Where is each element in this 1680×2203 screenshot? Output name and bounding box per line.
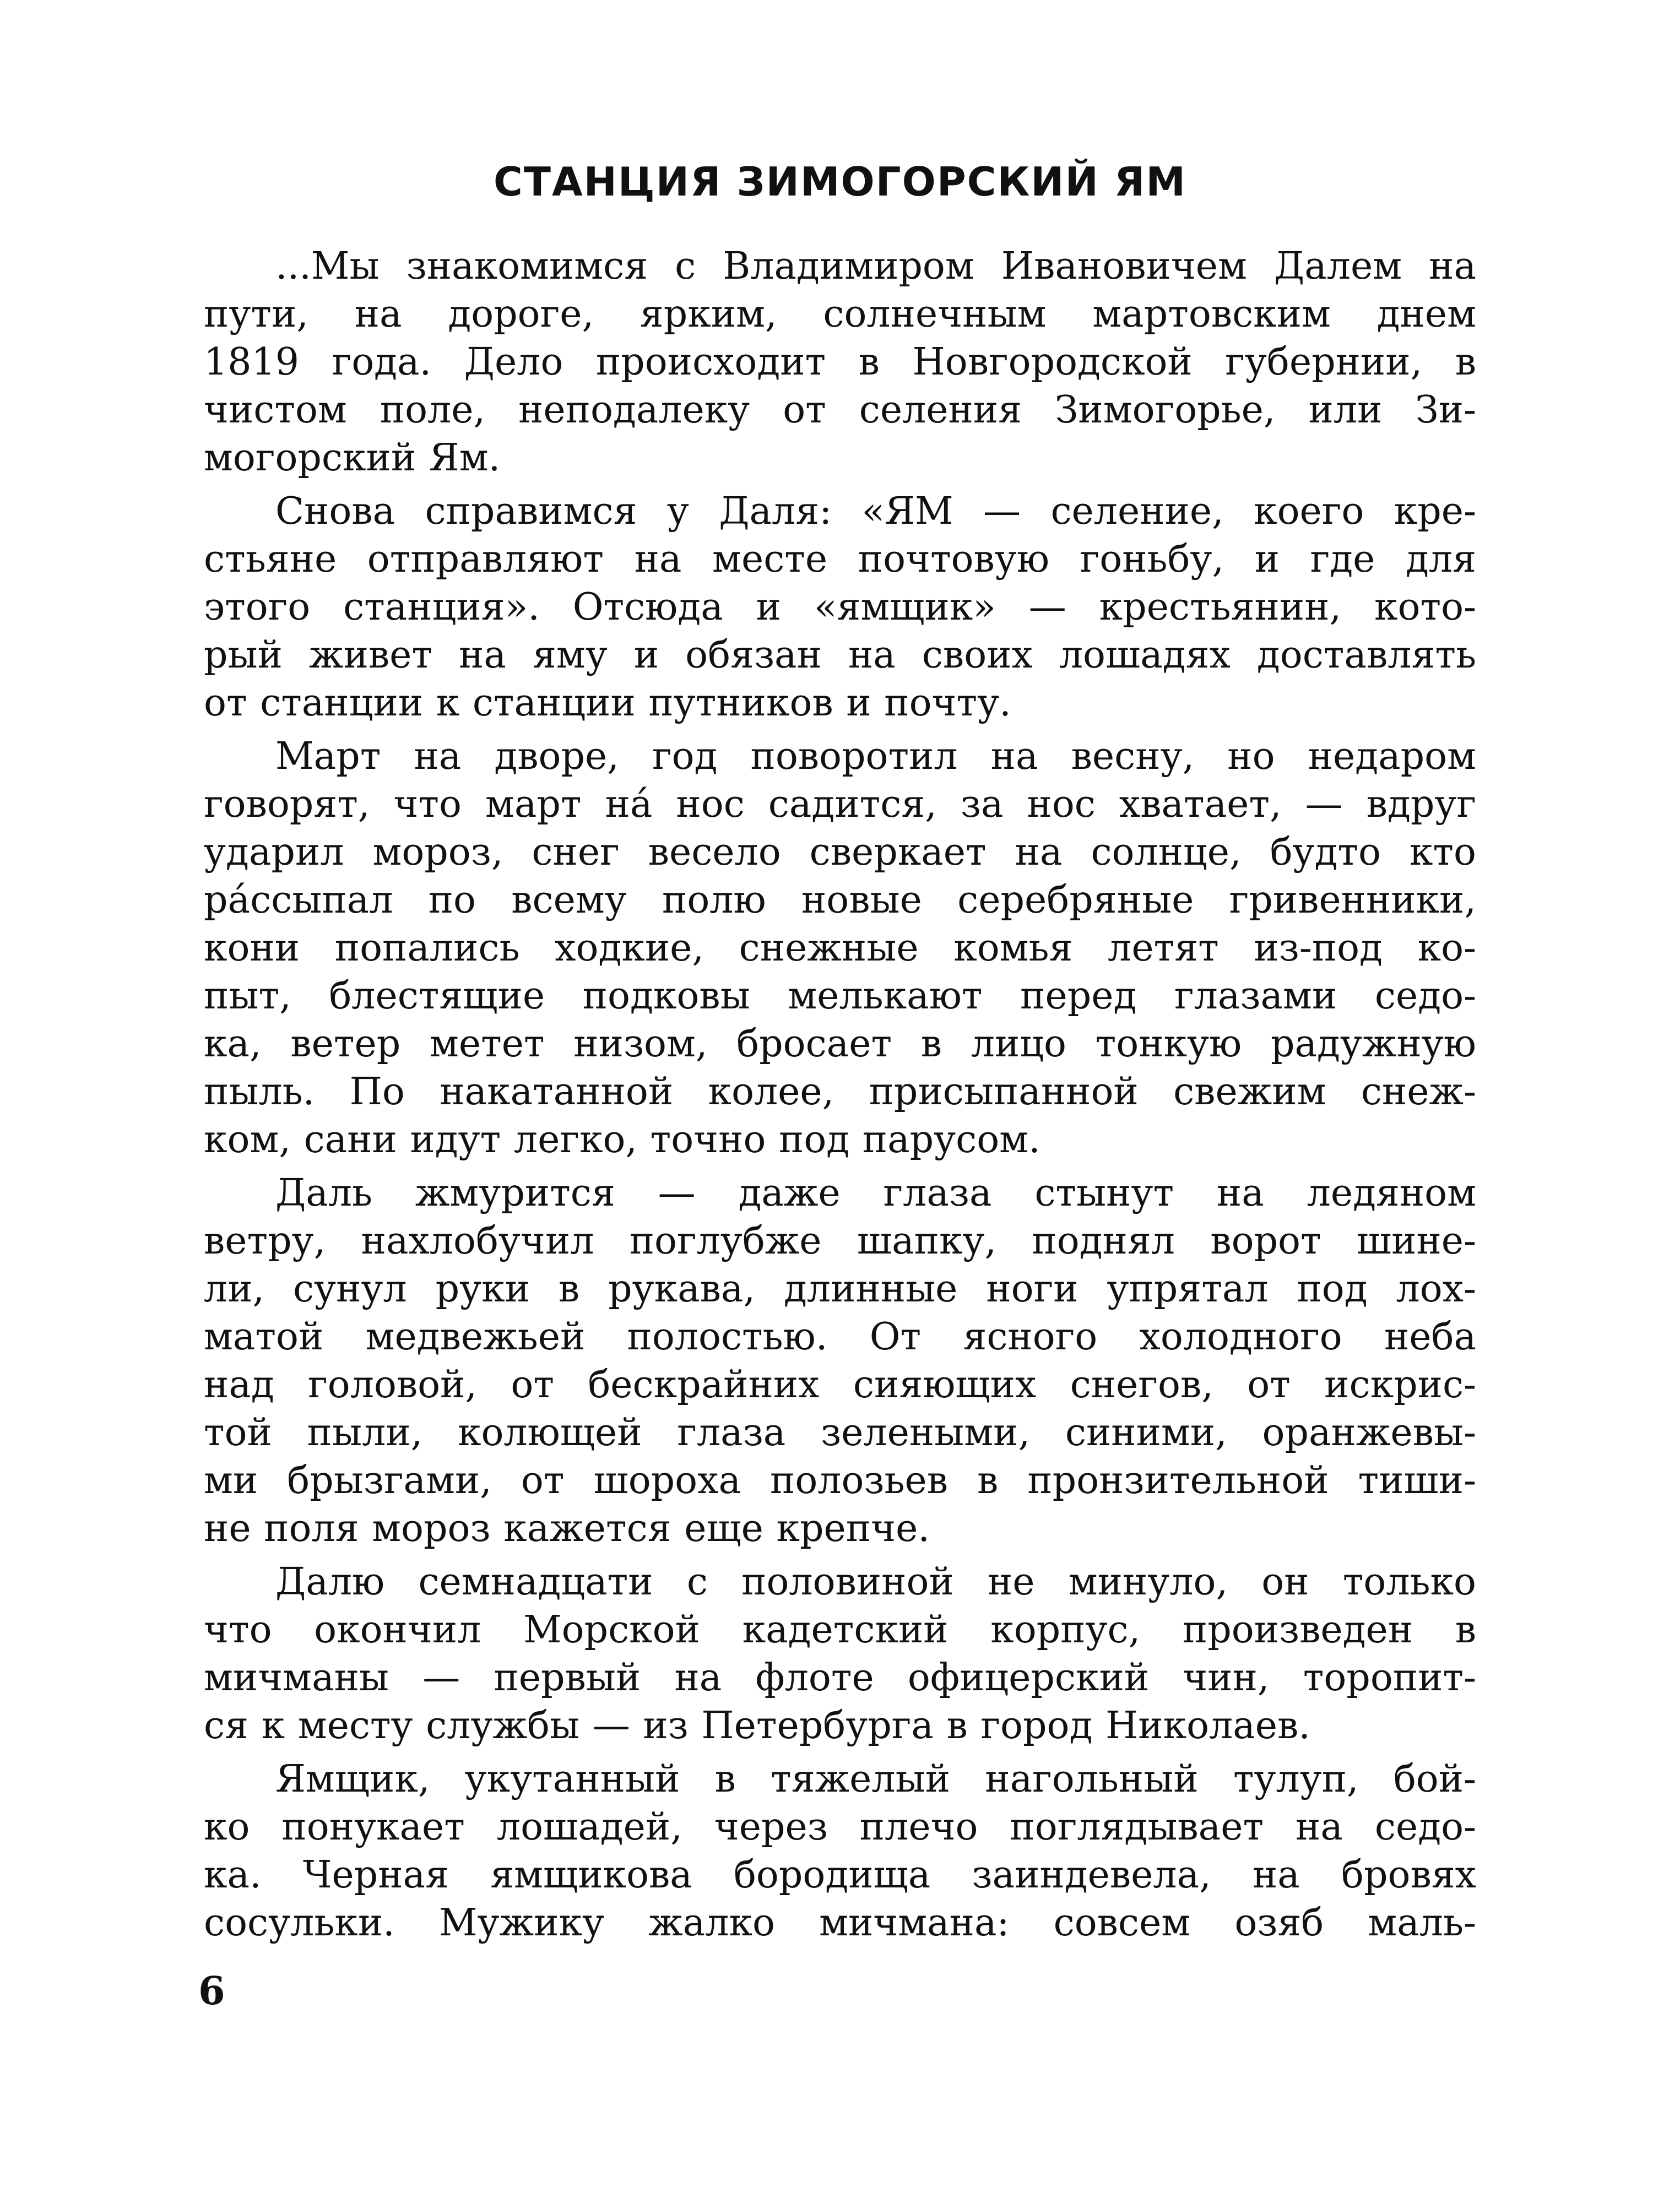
text-line: Ямщик, укутанный в тяжелый нагольный тулуп, бой-: [275, 1757, 1476, 1801]
text-line: рый живет на яму и обязан на своих лошадях доставлять: [204, 633, 1476, 677]
page-number: 6: [198, 1968, 225, 2014]
text-line: пыт, блестящие подковы мелькают перед глазами седо-: [204, 974, 1476, 1018]
text-line: ком, сани идут легко, точно под парусом.: [204, 1118, 1040, 1162]
paragraph: [204, 1755, 1476, 1947]
paragraph: [204, 487, 1476, 727]
text-line: от станции к станции путников и почту.: [204, 681, 1011, 725]
text-line: говорят, что март на́ нос садится, за нос хватает, — вдруг: [204, 783, 1476, 826]
text-line: ко понукает лошадей, через плечо поглядывает на седо-: [204, 1805, 1476, 1849]
text-line: могорский Ям.: [204, 436, 501, 480]
text-line: мичманы — первый на флоте офицерский чин, торопит-: [204, 1656, 1476, 1700]
text-line: стьяне отправляют на месте почтовую гоньбу, и где для: [204, 538, 1476, 581]
text-line: Март на дворе, год поворотил на весну, но недаром: [275, 735, 1476, 778]
text-line: чистом поле, неподалеку от селения Зимогорье, или Зи-: [204, 388, 1476, 432]
text-line: ся к месту службы — из Петербурга в город Николаев.: [204, 1704, 1310, 1748]
text-line: Далю семнадцати с половиной не минуло, он только: [275, 1560, 1476, 1604]
paragraph: [204, 732, 1476, 1164]
text-line: этого станция». Отсюда и «ямщик» — крестьянин, кото-: [204, 585, 1476, 629]
text-line: ударил мороз, снег весело сверкает на солнце, будто кто: [204, 831, 1476, 874]
text-line: Даль жмурится — даже глаза стынут на ледяном: [275, 1171, 1476, 1215]
chapter-title: СТАНЦИЯ ЗИМОГОРСКИЙ ЯМ: [494, 159, 1186, 205]
text-line: пыль. По накатанной колее, присыпанной свежим снеж-: [204, 1070, 1476, 1114]
paragraph: [204, 1558, 1476, 1750]
paragraph: [204, 1169, 1476, 1553]
text-line: той пыли, колющей глаза зелеными, синими, оранжевы-: [204, 1411, 1476, 1455]
paragraph: [204, 242, 1476, 482]
text-line: над головой, от бескрайних сияющих снегов, от искрис-: [204, 1363, 1476, 1407]
text-line: ка, ветер метет низом, бросает в лицо тонкую радужную: [204, 1022, 1476, 1066]
text-line: ли, сунул руки в рукава, длинные ноги упрятал под лох-: [204, 1267, 1476, 1311]
text-line: 1819 года. Дело происходит в Новгородской губернии, в: [204, 340, 1476, 384]
body-text: [204, 242, 1476, 1952]
text-line: что окончил Морской кадетский корпус, произведен в: [204, 1608, 1476, 1652]
text-line: матой медвежьей полостью. От ясного холодного неба: [204, 1315, 1476, 1359]
text-line: кони попались ходкие, снежные комья летят из-под ко-: [204, 926, 1476, 970]
text-line: ветру, нахлобучил поглубже шапку, поднял ворот шине-: [204, 1219, 1476, 1263]
text-line: ка. Черная ямщикова бородища заиндевела, на бровях: [204, 1853, 1476, 1897]
text-line: ...Мы знакомимся с Владимиром Ивановичем Далем на: [275, 245, 1476, 288]
text-line: Снова справимся у Даля: «ЯМ — селение, коего кре-: [275, 490, 1476, 533]
text-line: не поля мороз кажется еще крепче.: [204, 1507, 930, 1550]
text-line: пути, на дороге, ярким, солнечным мартовским днем: [204, 292, 1476, 336]
text-line: сосульки. Мужику жалко мичмана: совсем озяб маль-: [204, 1901, 1476, 1945]
text-line: ми брызгами, от шороха полозьев в пронзительной тиши-: [204, 1459, 1476, 1502]
text-line: ра́ссыпал по всему полю новые серебряные гривенники,: [204, 878, 1476, 922]
